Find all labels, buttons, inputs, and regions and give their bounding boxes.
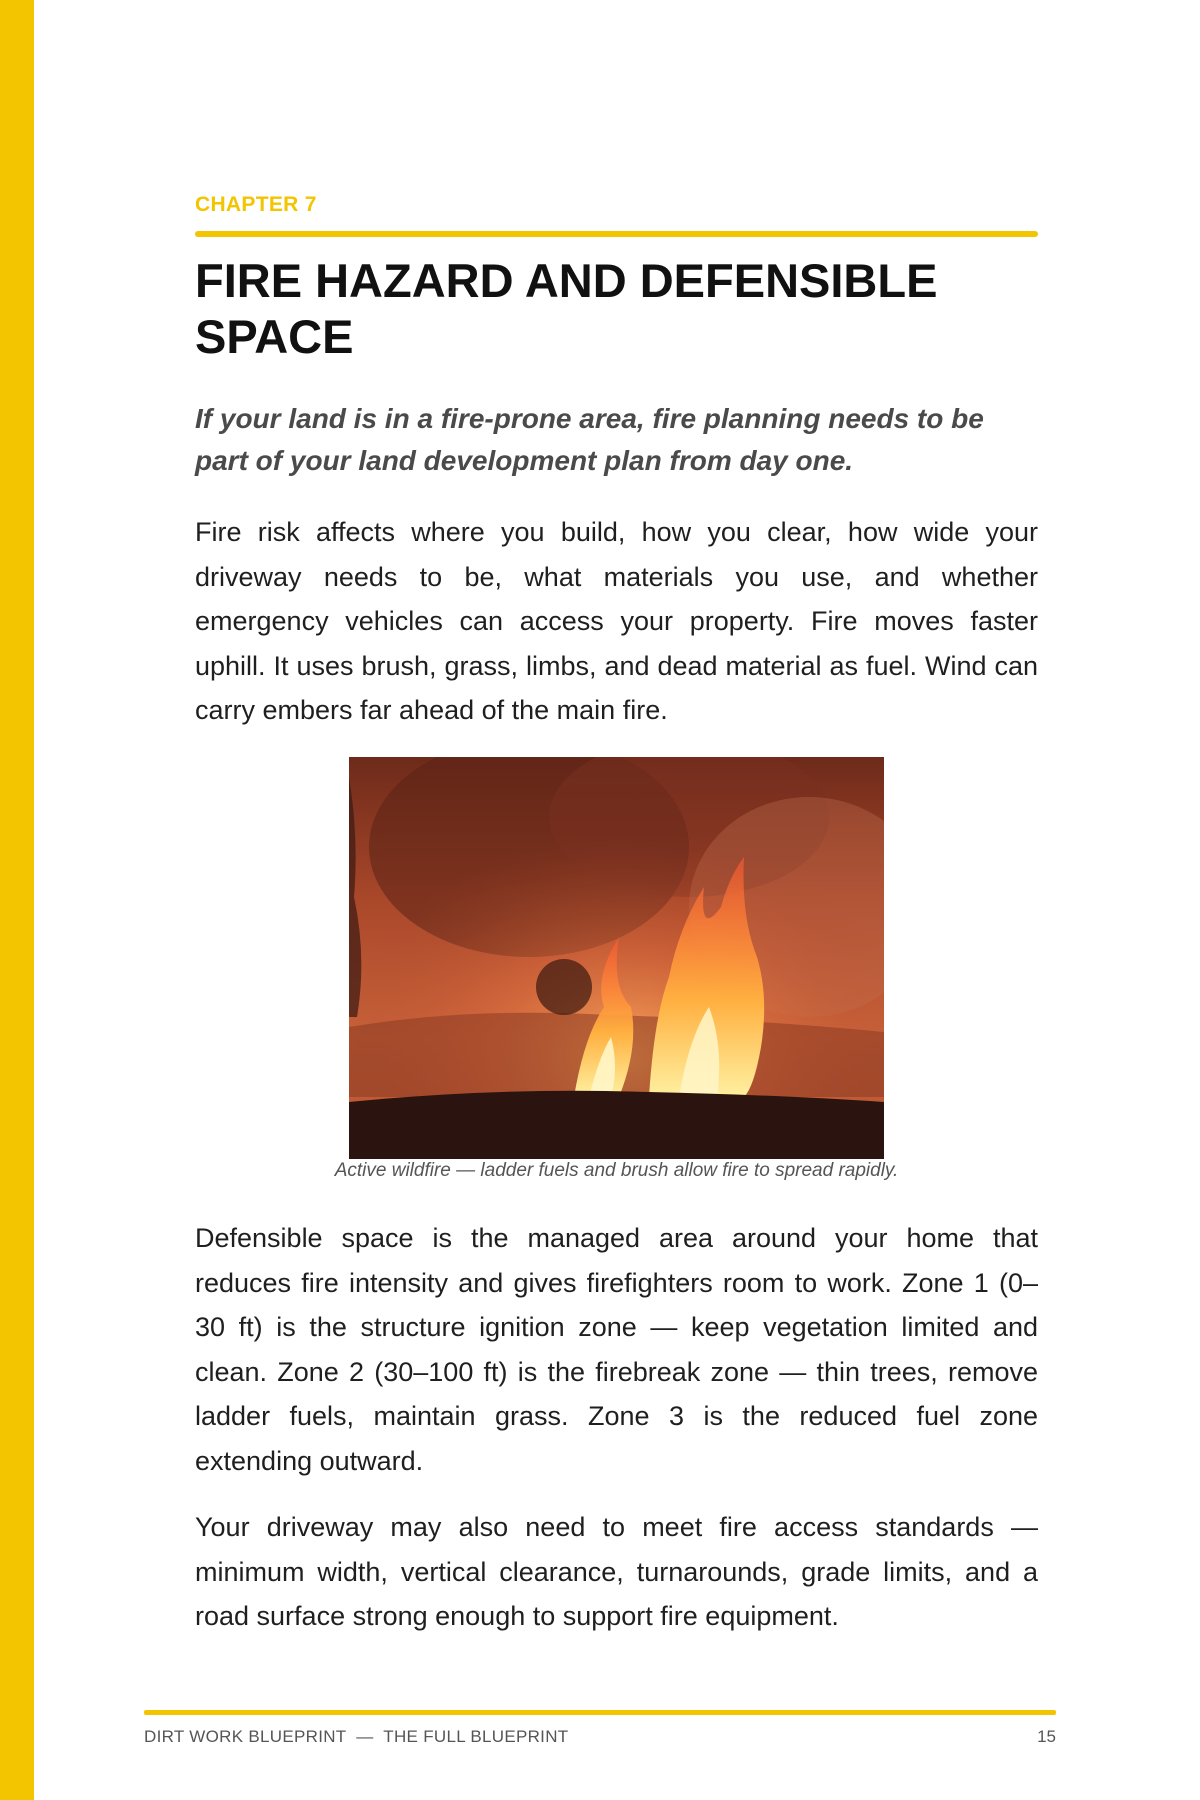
- footer-running-title: DIRT WORK BLUEPRINT — THE FULL BLUEPRINT: [144, 1727, 569, 1746]
- side-accent-stripe: [0, 0, 34, 1800]
- chapter-lede: If your land is in a fire-prone area, fire planning needs to be part of your land development plan from day one.: [195, 403, 984, 476]
- chapter-title: FIRE HAZARD AND DEFENSIBLE SPACE: [195, 254, 938, 363]
- wildfire-photo: [349, 757, 884, 1159]
- chapter-divider: [195, 231, 1038, 237]
- page-number: 15: [1037, 1727, 1056, 1746]
- body-paragraph-1: Fire risk affects where you build, how you clear, how wide your driveway needs to be, what materials you use, and whether emergency vehicles can access your property. Fire moves faster uphill. It uses brush, grass, limbs, and dead material as fuel. Wind can carry embers far ahead of the main fire.: [195, 517, 1038, 725]
- chapter-kicker: CHAPTER 7: [195, 193, 317, 216]
- body-paragraph-2: Defensible space is the managed area around your home that reduces fire intensity and gives firefighters room to work. Zone 1 (0–30 ft) is the structure ignition zone — keep vegetation limited and clean. Zone 2 (30–100 ft) is the firebreak zone — thin trees, remove ladder fuels, maintain grass. Zone 3 is the reduced fuel zone extending outward.: [195, 1223, 1038, 1476]
- footer-divider: [144, 1710, 1056, 1715]
- photo-caption: Active wildfire — ladder fuels and brush allow fire to spread rapidly.: [334, 1160, 899, 1181]
- body-paragraph-3: Your driveway may also need to meet fire access standards — minimum width, vertical clearance, turnarounds, grade limits, and a road surface strong enough to support fire equipment.: [195, 1512, 1038, 1631]
